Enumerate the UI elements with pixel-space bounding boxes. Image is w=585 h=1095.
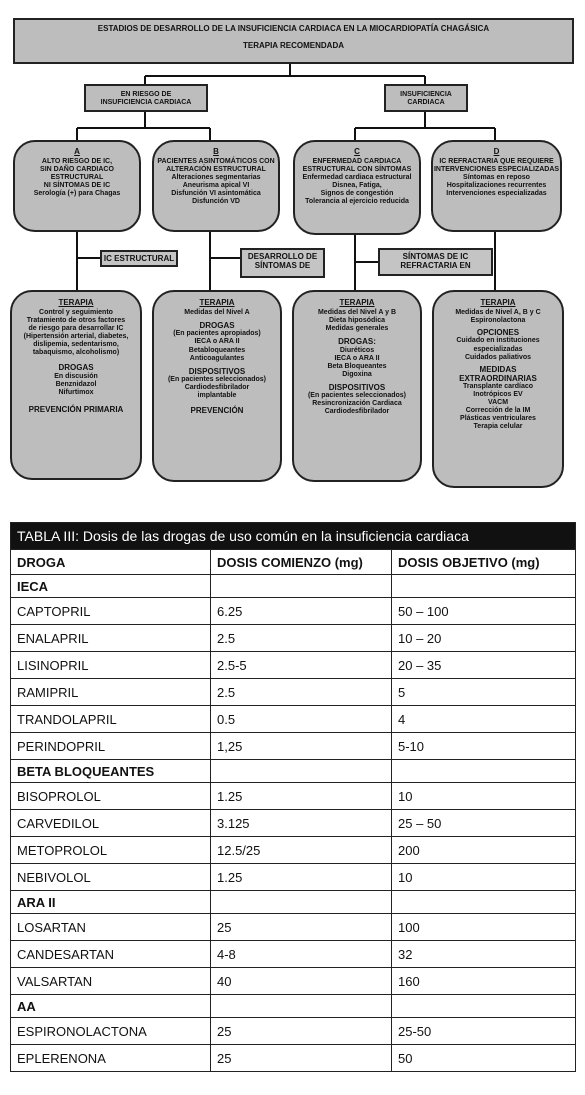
stage-line: ENFERMEDAD CARDIACA [312,158,402,166]
drug-cell: TRANDOLAPRIL [11,706,211,733]
diagram-subtitle: TERAPIA RECOMENDADA [242,41,345,51]
diagram-title-box [13,18,574,64]
therapy-line: DISPOSITIVOS [188,366,246,376]
drug-cell: ESPIRONOLACTONA [11,1018,211,1045]
stage-line: ALTERACIÓN ESTRUCTURAL [166,166,266,174]
start-dose-cell: 25 [211,1045,392,1072]
therapy-line: OPCIONES [476,328,520,338]
hf-box-line: INSUFICIENCIA [400,91,452,98]
group-name: AA [11,995,211,1018]
stage-c-box [293,140,421,235]
therapy-line: Dieta hiposódica [328,317,385,325]
target-dose-cell: 25-50 [392,1018,576,1045]
therapy-title: TERAPIA [480,298,516,307]
start-dose-cell: 1.25 [211,864,392,891]
therapy-line: Medidas del Nivel A [184,309,250,317]
drug-cell: RAMIPRIL [11,679,211,706]
target-dose-cell: 5 [392,679,576,706]
target-dose-cell: 25 – 50 [392,810,576,837]
therapy-line: Cardiodesfibrilador [324,407,390,415]
target-dose-cell: 100 [392,914,576,941]
start-dose-cell: 12.5/25 [211,837,392,864]
transition-label [100,250,178,267]
therapy-line: (En pacientes seleccionados) [307,391,407,399]
therapy-line: Tratamiento de otros factores [26,317,126,325]
therapy-line: Espironolactona [470,317,526,325]
start-dose-cell: 2.5 [211,625,392,652]
therapy-line: Plásticas ventriculares [460,415,536,423]
stage-line: INTERVENCIONES ESPECIALIZADAS [433,166,560,174]
start-dose-cell: 40 [211,968,392,995]
table-row [11,1018,576,1045]
table-row [11,733,576,760]
stage-line: Hospitalizaciones recurrentes [446,182,547,190]
table-row [11,810,576,837]
therapy-line: IECA o ARA II [334,354,380,362]
therapy-line: Control y seguimiento [39,309,113,317]
drug-cell: ENALAPRIL [11,625,211,652]
stage-line: Disfunción VI asintomática [171,190,261,198]
stage-line: Disfunción VD [192,198,240,206]
therapy-line: Cuidados paliativos [464,353,532,361]
drug-cell: EPLERENONA [11,1045,211,1072]
therapy-a-box [10,290,142,480]
therapy-line: implantable [197,391,237,399]
start-dose-cell: 4-8 [211,941,392,968]
stage-line: Enfermedad cardiaca estructural [302,174,412,182]
therapy-d-box [432,290,564,488]
table-row [11,914,576,941]
therapy-line: (En pacientes seleccionados) [167,375,267,383]
therapy-line: MEDIDAS [479,364,517,374]
transition-label [378,248,493,276]
stage-title: B [213,147,219,156]
therapy-line: Digoxina [342,370,372,378]
stage-line: ESTRUCTURAL [50,174,104,182]
stage-line: Alteraciones segmentarias [171,174,261,182]
stage-line: Signos de congestión [320,190,394,198]
stage-d-box [431,140,562,232]
therapy-line: Corrección de la IM [465,407,531,415]
target-dose-cell: 10 – 20 [392,625,576,652]
table-group-row [11,995,576,1018]
group-name: BETA BLOQUEANTES [11,760,211,783]
therapy-line: Betabloqueantes [188,346,246,354]
therapy-line: Inotrópicos EV [473,391,523,399]
column-header-target-dose: DOSIS OBJETIVO (mg) [392,550,576,575]
therapy-line: Cuidado en instituciones [456,337,540,345]
drug-cell: CAPTOPRIL [11,598,211,625]
start-dose-cell: 3.125 [211,810,392,837]
therapy-c-box [292,290,422,482]
target-dose-cell: 10 [392,783,576,810]
stage-line: Tolerancia al ejercicio reducida [305,198,409,206]
stage-line: Disnea, Fatiga, [332,182,382,190]
table-group-row [11,760,576,783]
table-row [11,968,576,995]
therapy-line: (En pacientes apropiados) [173,330,261,338]
target-dose-cell: 5-10 [392,733,576,760]
therapy-line: Medidas del Nivel A y B [317,309,397,317]
therapy-line: especializadas [473,345,523,353]
therapy-line: Benznidazol [55,380,97,388]
stage-line: ALTO RIESGO DE IC, [41,158,113,166]
table-row [11,598,576,625]
therapy-line: VACM [487,399,509,407]
transition-text: IC ESTRUCTURAL [103,254,175,263]
therapy-line: Transplante cardíaco [462,382,534,390]
therapy-line: DROGAS: [338,337,376,347]
start-dose-cell: 25 [211,914,392,941]
target-dose-cell: 4 [392,706,576,733]
drug-cell: CANDESARTAN [11,941,211,968]
therapy-line: tabaquismo, alcoholismo) [32,349,120,357]
therapy-line: dislipemia, sedentarismo, [33,341,119,349]
table-row [11,679,576,706]
target-dose-cell: 10 [392,864,576,891]
table-row [11,706,576,733]
group-name: IECA [11,575,211,598]
stage-line: Aneurisma apical VI [182,182,250,190]
therapy-line: Beta Bloqueantes [327,362,387,370]
therapy-line: Medidas de Nivel A, B y C [455,309,541,317]
therapy-line: PREVENCIÓN [190,405,244,415]
table-row [11,837,576,864]
drug-cell: LOSARTAN [11,914,211,941]
drug-cell: NEBIVOLOL [11,864,211,891]
therapy-line: IECA o ARA II [194,338,240,346]
table-row [11,783,576,810]
therapy-line: Nifurtimox [58,388,94,396]
risk-box-line: INSUFICIENCIA CARDIACA [100,99,192,107]
therapy-line: DROGAS [199,321,235,331]
drug-cell: PERINDOPRIL [11,733,211,760]
therapy-title: TERAPIA [58,298,94,307]
group-name: ARA II [11,891,211,914]
target-dose-cell: 32 [392,941,576,968]
therapy-line: DISPOSITIVOS [328,382,386,392]
column-header-drug: DROGA [11,550,211,575]
table-row [11,1045,576,1072]
therapy-line: de riesgo para desarrollar IC [28,325,124,333]
table-row [11,625,576,652]
table-caption-row [11,523,576,550]
therapy-line: En discusión [54,372,98,380]
target-dose-cell: 20 – 35 [392,652,576,679]
stage-line: PACIENTES ASINTOMÁTICOS CON [157,158,275,166]
therapy-line: Resincronización Cardiaca [312,399,402,407]
table-row [11,652,576,679]
target-dose-cell: 50 – 100 [392,598,576,625]
drug-cell: VALSARTAN [11,968,211,995]
stage-line: ESTRUCTURAL CON SÍNTOMAS [302,166,412,174]
table-group-row [11,575,576,598]
start-dose-cell: 1,25 [211,733,392,760]
therapy-line: PREVENCIÓN PRIMARIA [28,404,124,414]
stage-line: Serología (+) para Chagas [33,190,121,198]
start-dose-cell: 2.5 [211,679,392,706]
stage-b-box [152,140,280,232]
therapy-line: EXTRAORDINARIAS [459,373,537,383]
diagram-title: ESTADIOS DE DESARROLLO DE LA INSUFICIENCIA CARDIACA EN LA MIOCARDIOPATÍA CHAGÁSICA [97,24,490,33]
therapy-line: Terapia celular [473,423,523,431]
therapy-b-box [152,290,282,482]
table-caption: TABLA III: Dosis de las drogas de uso común en la insuficiencia cardiaca [11,523,576,550]
start-dose-cell: 6.25 [211,598,392,625]
target-dose-cell: 200 [392,837,576,864]
stage-title: C [354,147,360,156]
therapy-line: Medidas generales [325,325,389,333]
column-header-start-dose: DOSIS COMIENZO (mg) [211,550,392,575]
risk-box [84,84,208,112]
transition-label [240,248,325,278]
drug-cell: CARVEDILOL [11,810,211,837]
therapy-line: Diuréticos [339,346,375,354]
therapy-line: (Hipertensión arterial, diabetes, [23,333,129,341]
stage-a-box [13,140,141,232]
stage-line: IC REFRACTARIA QUE REQUIERE [439,158,554,166]
stage-line: SIN DAÑO CARDIACO [40,166,114,174]
therapy-title: TERAPIA [199,298,235,307]
transition-text: SÍNTOMAS DE IC REFRACTARIA EN [400,252,471,270]
start-dose-cell: 2.5-5 [211,652,392,679]
therapy-line: Cardiodesfibrilador [184,383,250,391]
start-dose-cell: 25 [211,1018,392,1045]
drug-cell: LISINOPRIL [11,652,211,679]
stage-title: A [74,147,80,156]
stage-line: Síntomas en reposo [463,174,530,182]
target-dose-cell: 160 [392,968,576,995]
hf-box-line: CARDIACA [407,99,445,107]
transition-text: DESARROLLO DE SÍNTOMAS DE [247,252,318,270]
stage-line: Intervenciones especializadas [446,190,547,198]
start-dose-cell: 1.25 [211,783,392,810]
risk-box-line: EN RIESGO DE [120,91,172,98]
dose-table [10,522,576,1072]
table-row [11,941,576,968]
table-group-row [11,891,576,914]
target-dose-cell: 50 [392,1045,576,1072]
therapy-line: Anticoagulantes [189,354,245,362]
start-dose-cell: 0.5 [211,706,392,733]
therapy-line: DROGAS [58,363,94,373]
table-header-row [11,550,576,575]
table-row [11,864,576,891]
stage-line: NI SÍNTOMAS DE IC [43,182,111,190]
stage-title: D [493,147,500,156]
therapy-title: TERAPIA [339,298,375,307]
drug-cell: METOPROLOL [11,837,211,864]
drug-cell: BISOPROLOL [11,783,211,810]
heart-failure-box [384,84,468,112]
